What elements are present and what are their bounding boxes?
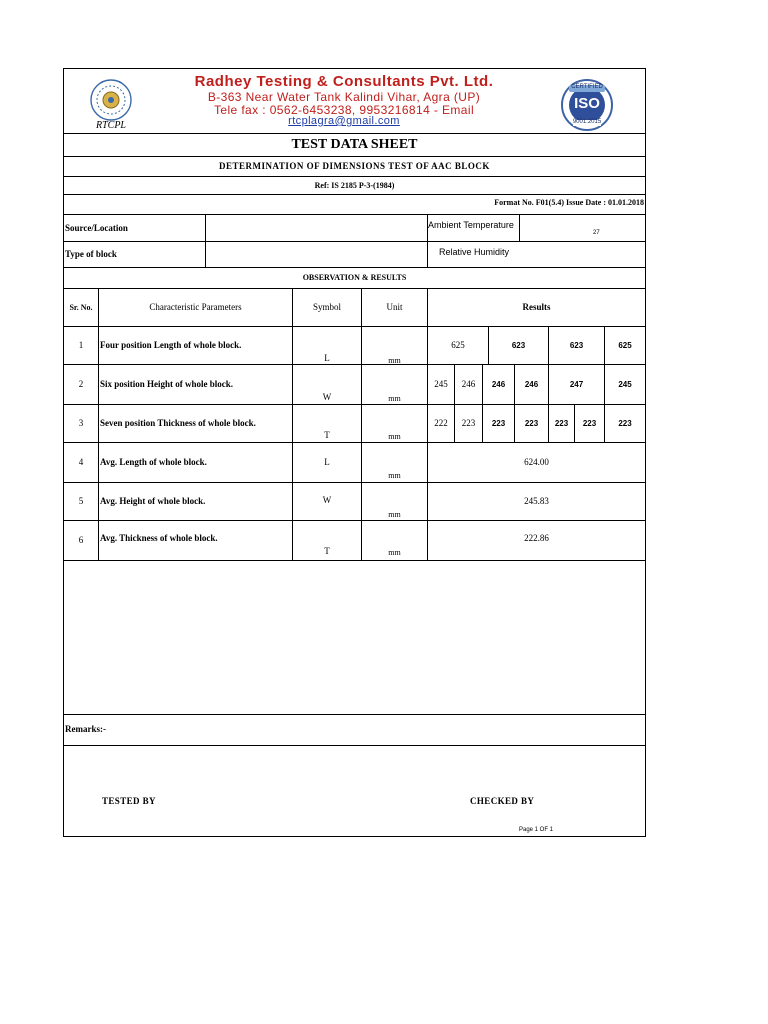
row-6-symbol: T (324, 546, 330, 556)
page-number: Page 1 OF 1 (519, 827, 554, 833)
row-6-sr: 6 (78, 535, 84, 545)
col-header-results: Results (522, 302, 551, 312)
relative-humidity-value (520, 241, 644, 267)
ambient-temperature-value: 27 (593, 230, 600, 236)
row-1-result-1: 625 (451, 340, 465, 350)
iso-badge-main: ISO (574, 95, 600, 112)
observation-results-heading: OBSERVATION & RESULTS (302, 273, 407, 282)
row-4-result: 624.00 (524, 457, 549, 467)
row-6-unit: mm (388, 548, 401, 557)
row-2-symbol: W (322, 392, 332, 402)
row-6-parameter: Avg. Thickness of whole block. (100, 533, 218, 543)
row-2-unit: mm (388, 394, 401, 403)
sheet-title: TEST DATA SHEET (291, 136, 418, 152)
company-address: B-363 Near Water Tank Kalindi Vihar, Agra (UP) (207, 90, 481, 104)
col-header-unit: Unit (386, 302, 403, 312)
test-data-sheet (63, 68, 646, 837)
row-4-unit: mm (388, 471, 401, 480)
company-contact: Tele fax : 0562-6453238, 9953216814 - Email (213, 103, 475, 117)
source-location-label: Source/Location (65, 222, 128, 233)
row-2-result-5: 247 (569, 379, 584, 389)
logo-text: RTCPL (95, 120, 126, 131)
row-5-result: 245.83 (524, 496, 549, 506)
row-2-result-1: 245 (434, 379, 448, 389)
row-4-symbol: L (324, 457, 330, 467)
row-1-sr: 1 (78, 340, 84, 350)
checked-by-label: CHECKED BY (470, 796, 535, 806)
row-1-parameter: Four position Length of whole block. (100, 340, 242, 350)
row-1-symbol: L (324, 353, 330, 363)
row-2-result-2: 246 (461, 379, 476, 389)
row-1-result-3: 623 (569, 340, 584, 350)
col-header-characteristic-parameters: Characteristic Parameters (149, 302, 242, 312)
company-email: rtcplagra@gmail.com (288, 115, 400, 127)
iso-badge-top: CERTIFIED (571, 84, 603, 90)
iso-certified-badge (547, 79, 627, 131)
row-3-result-5: 223 (554, 418, 569, 428)
row-2-sr: 2 (78, 379, 84, 389)
row-6-result: 222.86 (524, 533, 549, 543)
row-3-result-3: 223 (491, 418, 506, 428)
row-5-symbol: W (322, 495, 332, 505)
format-number: Format No. F01(5.4) Issue Date : 01.01.2018 (494, 198, 644, 207)
row-3-result-7: 223 (618, 418, 632, 428)
row-2-parameter: Six position Height of whole block. (100, 379, 234, 389)
test-subtitle: DETERMINATION OF DIMENSIONS TEST OF AAC BLOCK (219, 161, 490, 171)
row-4-parameter: Avg. Length of whole block. (100, 457, 207, 467)
company-name: Radhey Testing & Consultants Pvt. Ltd. (194, 73, 494, 90)
source-location-value (209, 214, 424, 241)
row-3-result-4: 223 (524, 418, 539, 428)
row-3-result-6: 223 (582, 418, 597, 428)
row-3-result-1: 222 (434, 418, 448, 428)
row-2-result-4: 246 (524, 379, 539, 389)
type-of-block-label: Type of block (65, 249, 117, 259)
row-1-result-2: 623 (511, 340, 526, 350)
remarks-label: Remarks:- (65, 724, 106, 734)
row-2-result-6: 245 (618, 379, 632, 389)
row-5-sr: 5 (78, 496, 84, 506)
col-header-sr-no: Sr. No. (69, 302, 93, 312)
reference-standard: Ref: IS 2185 P-3-(1984) (314, 180, 395, 190)
row-3-symbol: T (324, 430, 330, 440)
row-4-sr: 4 (78, 457, 84, 467)
relative-humidity-label: Relative Humidity (438, 247, 510, 257)
rtcpl-logo (70, 76, 152, 132)
row-1-result-4: 625 (618, 340, 632, 350)
row-3-sr: 3 (78, 418, 84, 428)
row-3-unit: mm (388, 432, 401, 441)
col-header-symbol: Symbol (312, 302, 341, 312)
row-1-unit: mm (388, 356, 401, 365)
ambient-temperature-label: Ambient Temperature (428, 220, 514, 230)
type-of-block-value (209, 241, 424, 267)
row-2-result-3: 246 (491, 379, 506, 389)
row-5-parameter: Avg. Height of whole block. (100, 496, 206, 506)
row-3-parameter: Seven position Thickness of whole block. (100, 418, 256, 428)
tested-by-label: TESTED BY (102, 796, 156, 806)
iso-badge-bottom: 9001:2015 (572, 119, 602, 125)
row-5-unit: mm (388, 510, 401, 519)
row-3-result-2: 223 (461, 418, 476, 428)
